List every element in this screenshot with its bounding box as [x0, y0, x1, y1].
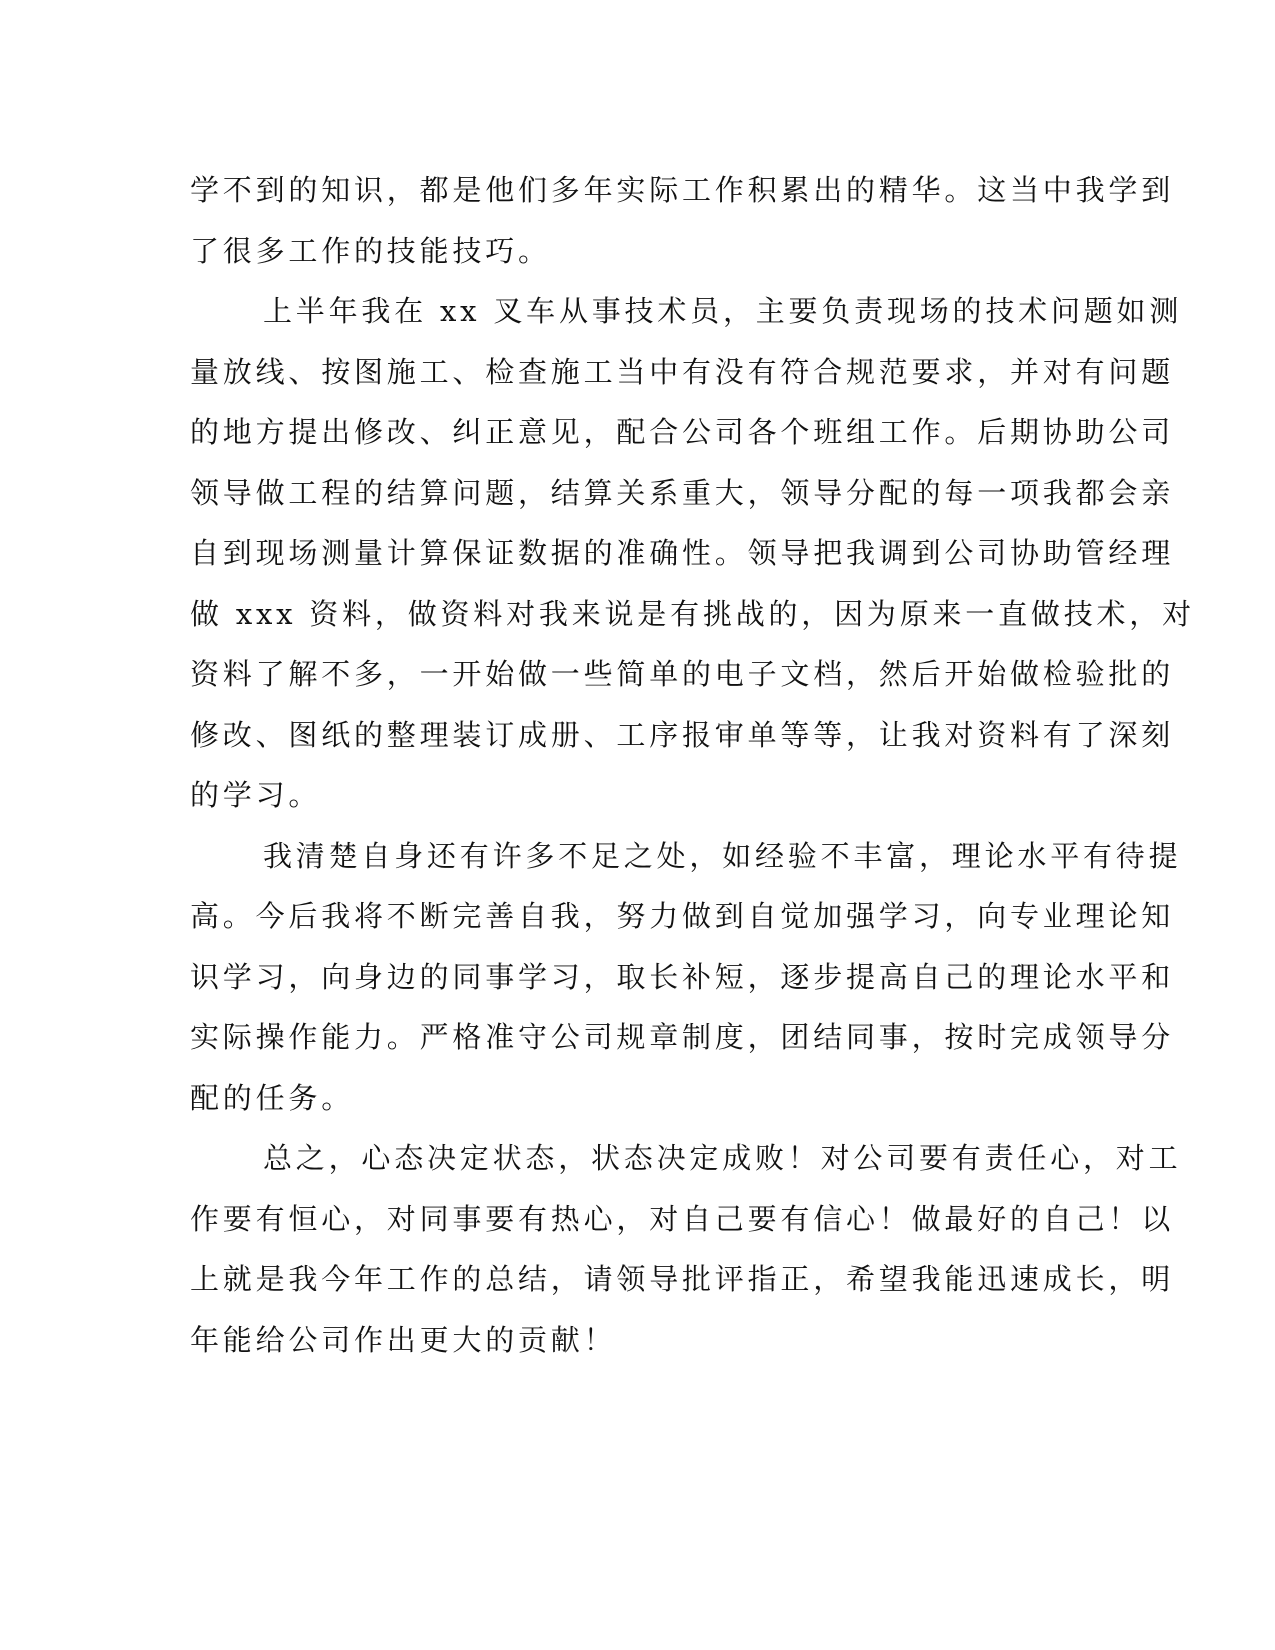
paragraph [190, 1128, 1182, 1370]
text-line: 学不到的知识，都是他们多年实际工作积累出的精华。这当中我学到 [190, 173, 1175, 207]
paragraph [190, 281, 1195, 826]
text-line: 修改、图纸的整理装订成册、工序报审单等等，让我对资料有了深刻 [190, 717, 1175, 752]
text-line: 总之，心态决定状态，状态决定成败！对公司要有责任心，对工 [263, 1141, 1182, 1175]
document-body [190, 160, 1195, 1370]
paragraph [190, 160, 1175, 281]
text-line: 的学习。 [190, 778, 322, 812]
text-line: 上半年我在 xx 叉车从事技术员，主要负责现场的技术问题如测 [263, 294, 1183, 328]
text-line: 资料了解不多，一开始做一些简单的电子文档，然后开始做检验批的 [190, 657, 1175, 691]
text-line: 自到现场测量计算保证数据的准确性。领导把我调到公司协助管经理 [190, 536, 1175, 570]
text-line: 配的任务。 [190, 1080, 355, 1115]
text-line: 我清楚自身还有许多不足之处，如经验不丰富，理论水平有待提 [263, 838, 1182, 873]
text-line: 领导做工程的结算问题，结算关系重大，领导分配的每一项我都会亲 [190, 475, 1175, 510]
paragraph [190, 826, 1182, 1129]
text-line: 识学习，向身边的同事学习，取长补短，逐步提高自己的理论水平和 [190, 959, 1175, 994]
text-line: 量放线、按图施工、检查施工当中有没有符合规范要求，并对有问题 [190, 354, 1175, 389]
text-line: 的地方提出修改、纠正意见，配合公司各个班组工作。后期协助公司 [190, 415, 1175, 449]
text-line: 作要有恒心，对同事要有热心，对自己要有信心！做最好的自己！以 [190, 1201, 1175, 1236]
text-line: 上就是我今年工作的总结，请领导批评指正，希望我能迅速成长，明 [190, 1262, 1175, 1296]
text-line: 年能给公司作出更大的贡献！ [190, 1322, 617, 1357]
text-line: 做 xxx 资料，做资料对我来说是有挑战的，因为原来一直做技术，对 [190, 596, 1195, 631]
text-line: 高。今后我将不断完善自我，努力做到自觉加强学习，向专业理论知 [190, 899, 1175, 933]
text-line: 实际操作能力。严格准守公司规章制度，团结同事，按时完成领导分 [190, 1020, 1175, 1054]
text-line: 了很多工作的技能技巧。 [190, 233, 551, 268]
